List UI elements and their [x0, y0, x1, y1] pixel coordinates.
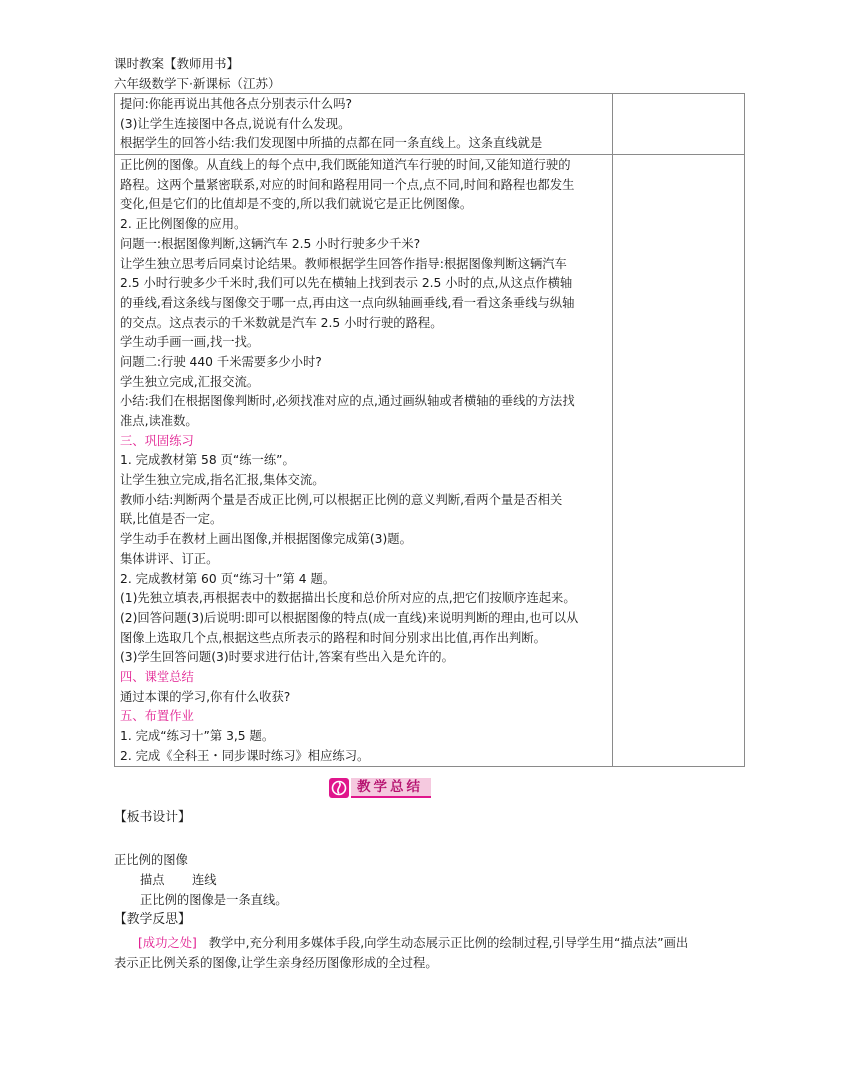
text-line — [114, 933, 744, 953]
text-line: 根据学生的回答小结:我们发现图中所描的点都在同一条直线上。这条直线就是 — [120, 136, 543, 151]
text-line: 学生动手在教材上画出图像,并根据图像完成第(3)题。 — [120, 532, 412, 547]
table-cell-notes — [613, 94, 744, 154]
text-line: (3)让学生连接图中各点,说说有什么发现。 — [120, 116, 351, 131]
board-design-heading: 【板书设计】 — [114, 810, 191, 825]
reflection-text: 教学中,充分利用多媒体手段,向学生动态展示正比例的绘制过程,引导学生用“描点法”画出 — [208, 936, 689, 950]
text-line: 联,比值是否一定。 — [120, 512, 223, 527]
text-line: 学生动手画一画,找一找。 — [120, 335, 260, 350]
text-line: 路程。这两个量紧密联系,对应的时间和路程用同一个点,点不同,时间和路程也都发生 — [120, 177, 575, 192]
banner-label: 教学总结 — [351, 778, 431, 798]
success-tag: [成功之处] — [138, 936, 197, 950]
section-banner — [329, 777, 431, 799]
reflection-heading: 【教学反思】 — [114, 912, 191, 927]
section-heading: 三、巩固练习 — [120, 433, 194, 448]
text-line: 问题一:根据图像判断,这辆汽车 2.5 小时行驶多少千米? — [120, 236, 421, 251]
swirl-icon — [329, 778, 349, 798]
section-heading: 四、课堂总结 — [120, 669, 194, 684]
text-line: (2)回答问题(3)后说明:即可以根据图像的特点(成一直线)来说明判断的理由,也可以从 — [120, 610, 579, 625]
text-line: 让学生独立完成,指名汇报,集体交流。 — [120, 473, 325, 488]
text-line: 教师小结:判断两个量是否成正比例,可以根据正比例的意义判断,看两个量是否相关 — [120, 492, 563, 507]
board-conclusion: 正比例的图像是一条直线。 — [140, 893, 288, 907]
text-line: 准点,读准数。 — [120, 414, 198, 428]
text-line: 的垂线,看这条线与图像交于哪一点,再由这一点向纵轴画垂线,看一看这条垂线与纵轴 — [120, 295, 575, 310]
text-line: 集体讲评、订正。 — [120, 551, 219, 566]
text-line: 图像上选取几个点,根据这些点所表示的路程和时间分别求出比值,再作出判断。 — [120, 630, 546, 645]
board-step-plot: 描点 — [140, 873, 165, 887]
text-line: 2. 正比例图像的应用。 — [120, 217, 247, 232]
text-line: (1)先独立填表,再根据表中的数据描出长度和总价所对应的点,把它们按顺序连起来。 — [120, 591, 576, 606]
text-line: 正比例的图像。从直线上的每个点中,我们既能知道汽车行驶的时间,又能知道行驶的 — [120, 158, 571, 173]
text-line: 通过本课的学习,你有什么收获? — [120, 689, 291, 704]
text-line: 2.5 小时行驶多少千米时,我们可以先在横轴上找到表示 2.5 小时的点,从这点作横轴 — [120, 276, 573, 291]
text-line: 2. 完成教材第 60 页“练习十”第 4 题。 — [120, 571, 336, 586]
board-title: 正比例的图像 — [114, 853, 188, 867]
doc-series-title: 课时教案【教师用书】 — [114, 56, 240, 71]
text-line: 表示正比例关系的图像,让学生亲身经历图像形成的全过程。 — [114, 956, 438, 970]
table-cell-content — [115, 155, 613, 766]
text-line: 提问:你能再说出其他各点分别表示什么吗? — [120, 97, 353, 111]
section-heading: 五、布置作业 — [120, 709, 194, 724]
text-line: 小结:我们在根据图像判断时,必须找准对应的点,通过画纵轴或者横轴的垂线的方法找 — [120, 394, 575, 409]
text-line: 1. 完成“练习十”第 3,5 题。 — [120, 729, 275, 743]
text-line: 问题二:行驶 440 千米需要多少小时? — [120, 354, 322, 369]
text-line: 1. 完成教材第 58 页“练一练”。 — [120, 453, 295, 468]
doc-course-title: 六年级数学下·新课标（江苏） — [114, 76, 281, 91]
table-cell-notes — [613, 155, 744, 766]
text-line: 变化,但是它们的比值却是不变的,所以我们就说它是正比例图像。 — [120, 197, 473, 212]
board-step-connect: 连线 — [192, 873, 217, 887]
text-line: (3)学生回答问题(3)时要求进行估计,答案有些出入是允许的。 — [120, 650, 454, 665]
text-line: 让学生独立思考后同桌讨论结果。教师根据学生回答作指导:根据图像判断这辆汽车 — [120, 256, 567, 271]
lesson-table — [114, 93, 745, 767]
table-row — [115, 94, 744, 155]
text-line: 2. 完成《全科王・同步课时练习》相应练习。 — [120, 748, 370, 763]
table-row — [115, 155, 744, 766]
reflection-body — [114, 933, 744, 973]
table-cell-content — [115, 94, 613, 154]
text-line: 的交点。这点表示的千米数就是汽车 2.5 小时行驶的路程。 — [120, 315, 443, 330]
text-line: 学生独立完成,汇报交流。 — [120, 374, 260, 389]
